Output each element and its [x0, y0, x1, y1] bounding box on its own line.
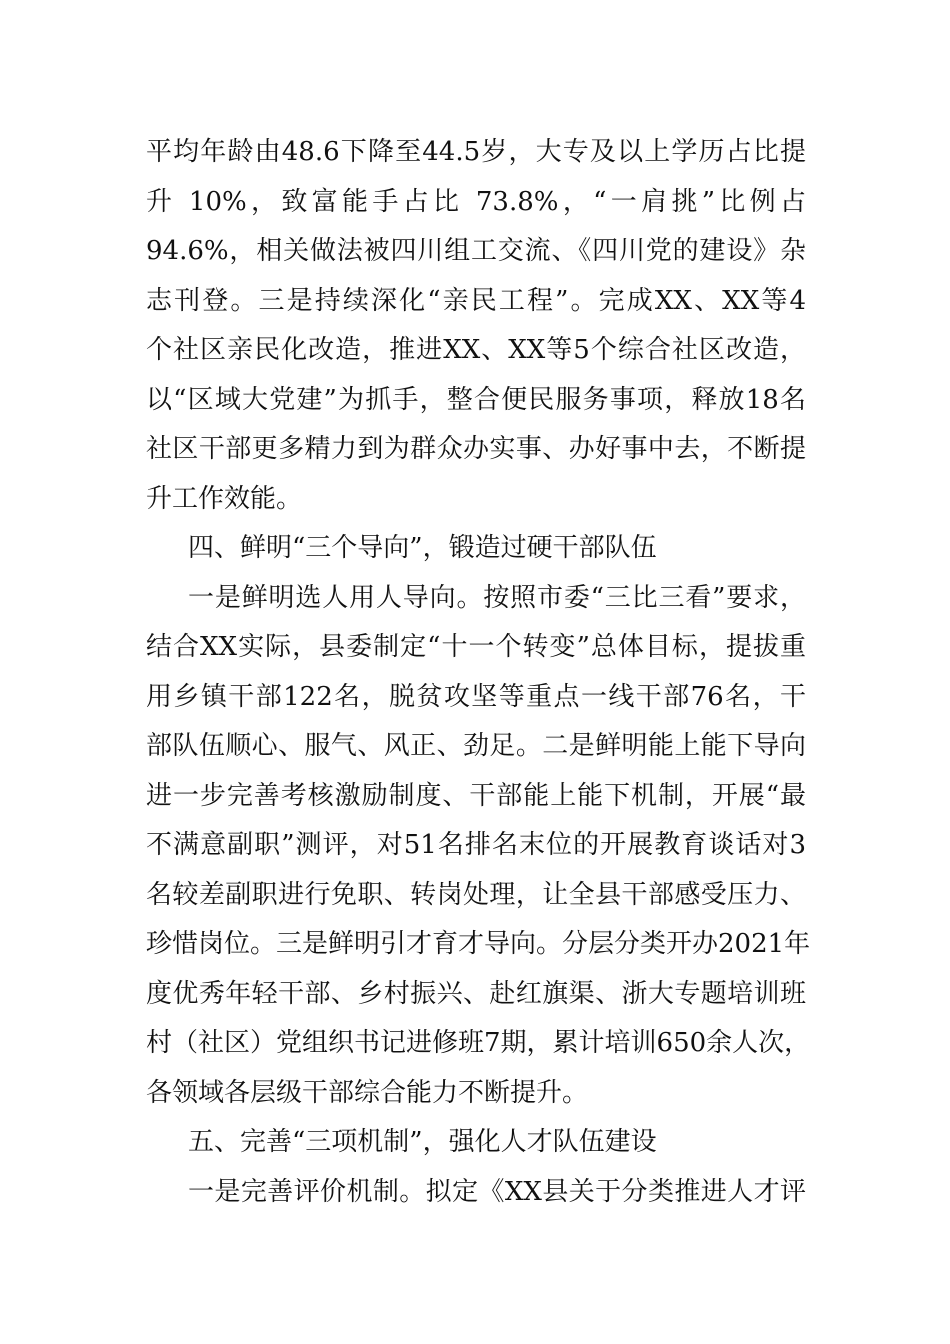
body-text-line: 社区干部更多精力到为群众办实事、办好事中去，不断提	[146, 434, 806, 464]
body-text-line: 志刊登。三是持续深化“亲民工程”。完成XX、XX等4	[146, 286, 806, 316]
body-text-line: 珍惜岗位。三是鲜明引才育才导向。分层分类开办2021年	[146, 929, 811, 959]
body-text-line: 村（社区）党组织书记进修班7期，累计培训650余人次，	[146, 1028, 811, 1058]
body-text-line: 升工作效能。	[146, 484, 303, 514]
body-text-line: 一是鲜明选人用人导向。按照市委“三比三看”要求，	[188, 583, 806, 613]
body-text-line: 用乡镇干部122名，脱贫攻坚等重点一线干部76名，干	[146, 682, 806, 712]
section-heading-5: 五、完善“三项机制”，强化人才队伍建设	[188, 1127, 657, 1157]
body-text-line: 各领域各层级干部综合能力不断提升。	[146, 1078, 589, 1108]
body-text-line: 名较差副职进行免职、转岗处理，让全县干部感受压力、	[146, 880, 806, 910]
body-text-line: 不满意副职”测评，对51名排名末位的开展教育谈话对3	[146, 830, 806, 860]
body-text-line: 结合XX实际，县委制定“十一个转变”总体目标，提拔重	[146, 632, 806, 662]
section-heading-4: 四、鲜明“三个导向”，锻造过硬干部队伍	[188, 533, 657, 563]
body-text-line: 平均年龄由48.6下降至44.5岁，大专及以上学历占比提	[146, 137, 806, 167]
body-text-line: 部队伍顺心、服气、风正、劲足。二是鲜明能上能下导向	[146, 731, 806, 761]
body-text-line: 个社区亲民化改造，推进XX、XX等5个综合社区改造，	[146, 335, 806, 365]
body-text-line: 进一步完善考核激励制度、干部能上能下机制，开展“最	[146, 781, 806, 811]
body-text-line: 94.6%，相关做法被四川组工交流、《四川党的建设》杂	[146, 236, 806, 266]
body-text-line: 度优秀年轻干部、乡村振兴、赴红旗渠、浙大专题培训班	[146, 979, 806, 1009]
body-text-line: 以“区域大党建”为抓手，整合便民服务事项，释放18名	[146, 385, 806, 415]
body-text-line: 一是完善评价机制。拟定《XX县关于分类推进人才评	[188, 1177, 806, 1207]
body-text-line: 升 10%，致富能手占比 73.8%，“一肩挑”比例占	[146, 187, 806, 217]
